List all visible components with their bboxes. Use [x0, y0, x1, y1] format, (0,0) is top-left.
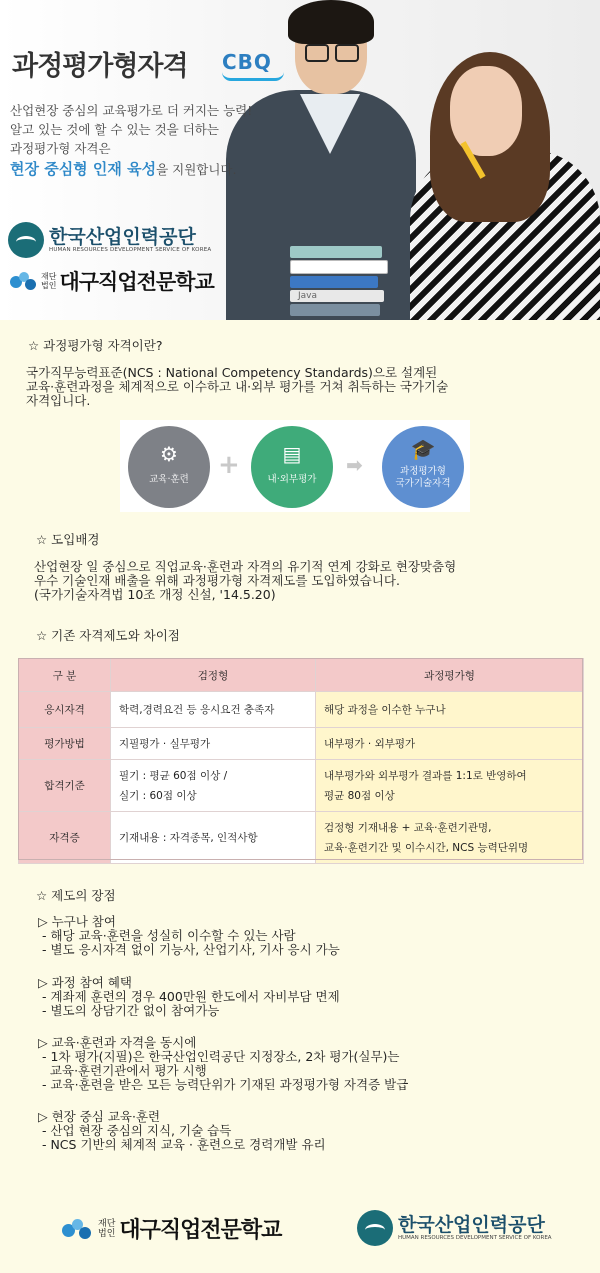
- section-heading-background: ☆ 도입배경: [36, 532, 100, 547]
- body-line: (국가기술자격법 10조 개정 신설, '14.5.20): [34, 587, 276, 602]
- advantage-item: - 별도 응시자격 없이 기능사, 산업기사, 기사 응시 가능: [38, 942, 340, 957]
- daegu-school-mark-icon: [10, 270, 38, 292]
- hero-line: 과정평가형 자격은: [10, 141, 111, 156]
- section-heading-advantages: ☆ 제도의 장점: [36, 888, 116, 903]
- new-system-cell: 내부평가 · 외부평가: [316, 728, 584, 760]
- section-heading-what-is: ☆ 과정평가형 자격이란?: [28, 338, 163, 353]
- student-male-hair: [288, 0, 374, 44]
- cell-line: 검정형 기재내용 + 교육·훈련기관명,: [324, 821, 492, 834]
- body-line: 국가직무능력표준(NCS : National Competency Standards)으로 설계된: [26, 365, 438, 380]
- advantage-item: - 별도의 상담기간 없이 참여가능: [38, 1003, 220, 1018]
- arrow-right-icon: ➡: [346, 453, 363, 477]
- advantage-title: ▷ 현장 중심 교육·훈련: [38, 1109, 161, 1124]
- daegu-school-mark-icon: [62, 1217, 94, 1241]
- hrd-korea-name: 한국산업인력공단: [49, 226, 196, 248]
- advantage-item: 교육·훈련기관에서 평가 시행: [38, 1063, 207, 1078]
- old-system-cell: 지필평가 · 실무평가: [111, 728, 316, 760]
- advantage-group: [38, 1110, 326, 1152]
- hrd-korea-logo: [8, 222, 211, 258]
- graduation-cap-icon: 🎓: [410, 437, 436, 461]
- hrd-korea-name: 한국산업인력공단: [398, 1214, 545, 1236]
- table-row: [19, 760, 584, 812]
- diagram-step-label: 내·외부평가: [267, 474, 317, 485]
- row-label: 자격증: [19, 812, 111, 864]
- old-system-cell: 학력,경력요건 등 응시요건 충족자: [111, 692, 316, 728]
- body-line: 자격입니다.: [26, 393, 91, 408]
- hero-line-highlight: [10, 160, 252, 179]
- row-label: 합격기준: [19, 760, 111, 812]
- hero-highlight: 현장 중심형 인재 육성: [10, 160, 157, 178]
- daegu-school-type: [41, 272, 56, 290]
- book-stack: [290, 246, 386, 318]
- table-header: 검정형: [111, 659, 316, 692]
- hero-copy: [10, 101, 252, 179]
- footer-hrd-korea-logo: [357, 1210, 552, 1246]
- advantage-title: ▷ 누구나 참여: [38, 914, 116, 929]
- body-line: 교육·훈련과정을 체계적으로 이수하고 내·외부 평가를 거쳐 취득하는 국가기술: [26, 379, 449, 394]
- type-line: 재단: [98, 1218, 116, 1229]
- table-header: 구 분: [19, 659, 111, 692]
- daegu-school-logo: [10, 266, 214, 296]
- new-system-cell: [316, 812, 584, 864]
- cell-line: 필기 : 평균 60점 이상 /: [119, 769, 228, 782]
- cell-line: 교육·훈련기간 및 이수시간, NCS 능력단위명: [324, 841, 529, 854]
- table-row: [19, 812, 584, 864]
- new-system-cell: 해당 과정을 이수한 누구나: [316, 692, 584, 728]
- plus-icon: +: [218, 450, 240, 480]
- hero-banner: [0, 0, 600, 320]
- table-header: 과정평가형: [316, 659, 584, 692]
- type-line: 법인: [98, 1228, 116, 1239]
- footer-daegu-school-logo: [62, 1213, 281, 1244]
- diagram-step-evaluation: [251, 426, 333, 508]
- hero-highlight-suffix: 을 지원합니다.: [156, 162, 237, 177]
- glasses-icon: [305, 44, 359, 58]
- gears-icon: ⚙: [160, 442, 178, 466]
- old-system-cell: 기재내용 : 자격종목, 인적사항: [111, 812, 316, 864]
- advantage-item: - 해당 교육·훈련을 성실히 이수할 수 있는 사람: [38, 928, 296, 943]
- hrd-korea-sub: HUMAN RESOURCES DEVELOPMENT SERVICE OF KOREA: [398, 1235, 552, 1241]
- document-icon: ▤: [282, 442, 302, 466]
- table-row: [19, 728, 584, 760]
- table-header-row: [19, 659, 584, 692]
- row-label: 평가방법: [19, 728, 111, 760]
- advantage-item: - 계좌제 훈련의 경우 400만원 한도에서 자비부담 면제: [38, 989, 340, 1004]
- advantage-title: ▷ 교육·훈련과 자격을 동시에: [38, 1035, 197, 1050]
- process-diagram: [120, 420, 470, 512]
- diagram-step-label: 과정평가형: [400, 466, 446, 477]
- advantage-item: - 교육·훈련을 받은 모든 능력단위가 기재된 과정평가형 자격증 발급: [38, 1077, 409, 1092]
- advantage-title: ▷ 과정 참여 혜택: [38, 975, 132, 990]
- body-line: 우수 기술인재 배출을 위해 과정평가형 자격제도를 도입하였습니다.: [34, 573, 400, 588]
- section-heading-differences: ☆ 기존 자격제도와 차이점: [36, 628, 180, 643]
- new-system-cell: [316, 760, 584, 812]
- daegu-school-name: 대구직업전문학교: [59, 270, 214, 294]
- hero-title: 과정평가형자격: [12, 51, 188, 82]
- cell-line: 실기 : 60점 이상: [119, 789, 197, 802]
- body-line: 산업현장 일 중심으로 직업교육·훈련과 자격의 유기적 연계 강화로 현장맞춤형: [34, 559, 457, 574]
- cell-line: 평균 80점 이상: [324, 789, 395, 802]
- cbq-swoosh-icon: [222, 72, 284, 81]
- diagram-step-training: [128, 426, 210, 508]
- book-label: Java: [290, 290, 384, 302]
- advantage-item: - 산업 현장 중심의 지식, 기술 습득: [38, 1123, 232, 1138]
- hrd-korea-mark-icon: [8, 222, 44, 258]
- section-background-body: [34, 560, 456, 602]
- daegu-school-name: 대구직업전문학교: [119, 1218, 282, 1243]
- advantage-group: [38, 915, 340, 957]
- hero-line: 알고 있는 것에 할 수 있는 것을 더하는: [10, 122, 219, 137]
- old-system-cell: [111, 760, 316, 812]
- hero-line: 산업현장 중심의 교육평가로 더 커지는 능력!: [10, 103, 253, 118]
- comparison-table: [18, 658, 584, 864]
- advantage-group: [38, 1036, 408, 1092]
- section-what-is-body: [26, 366, 448, 408]
- cbq-logo-text: CBQ: [222, 50, 272, 74]
- advantage-item: - 1차 평가(지필)은 한국산업인력공단 지정장소, 2차 평가(실무)는: [38, 1049, 400, 1064]
- type-line: 법인: [41, 281, 57, 290]
- cbq-logo: [222, 50, 272, 74]
- hrd-korea-mark-icon: [357, 1210, 393, 1246]
- type-line: 재단: [41, 272, 57, 281]
- diagram-step-label: 교육·훈련: [149, 474, 189, 485]
- row-label: 응시자격: [19, 692, 111, 728]
- table-row: [19, 692, 584, 728]
- hrd-korea-sub: HUMAN RESOURCES DEVELOPMENT SERVICE OF KOREA: [49, 247, 212, 253]
- daegu-school-type: [98, 1219, 115, 1239]
- diagram-step-label: 국가기술자격: [395, 478, 451, 489]
- diagram-step-qualification: [382, 426, 464, 508]
- advantage-group: [38, 976, 340, 1018]
- advantage-item: - NCS 기반의 체계적 교육 · 훈련으로 경력개발 유리: [38, 1137, 326, 1152]
- cell-line: 내부평가와 외부평가 결과를 1:1로 반영하여: [324, 769, 527, 782]
